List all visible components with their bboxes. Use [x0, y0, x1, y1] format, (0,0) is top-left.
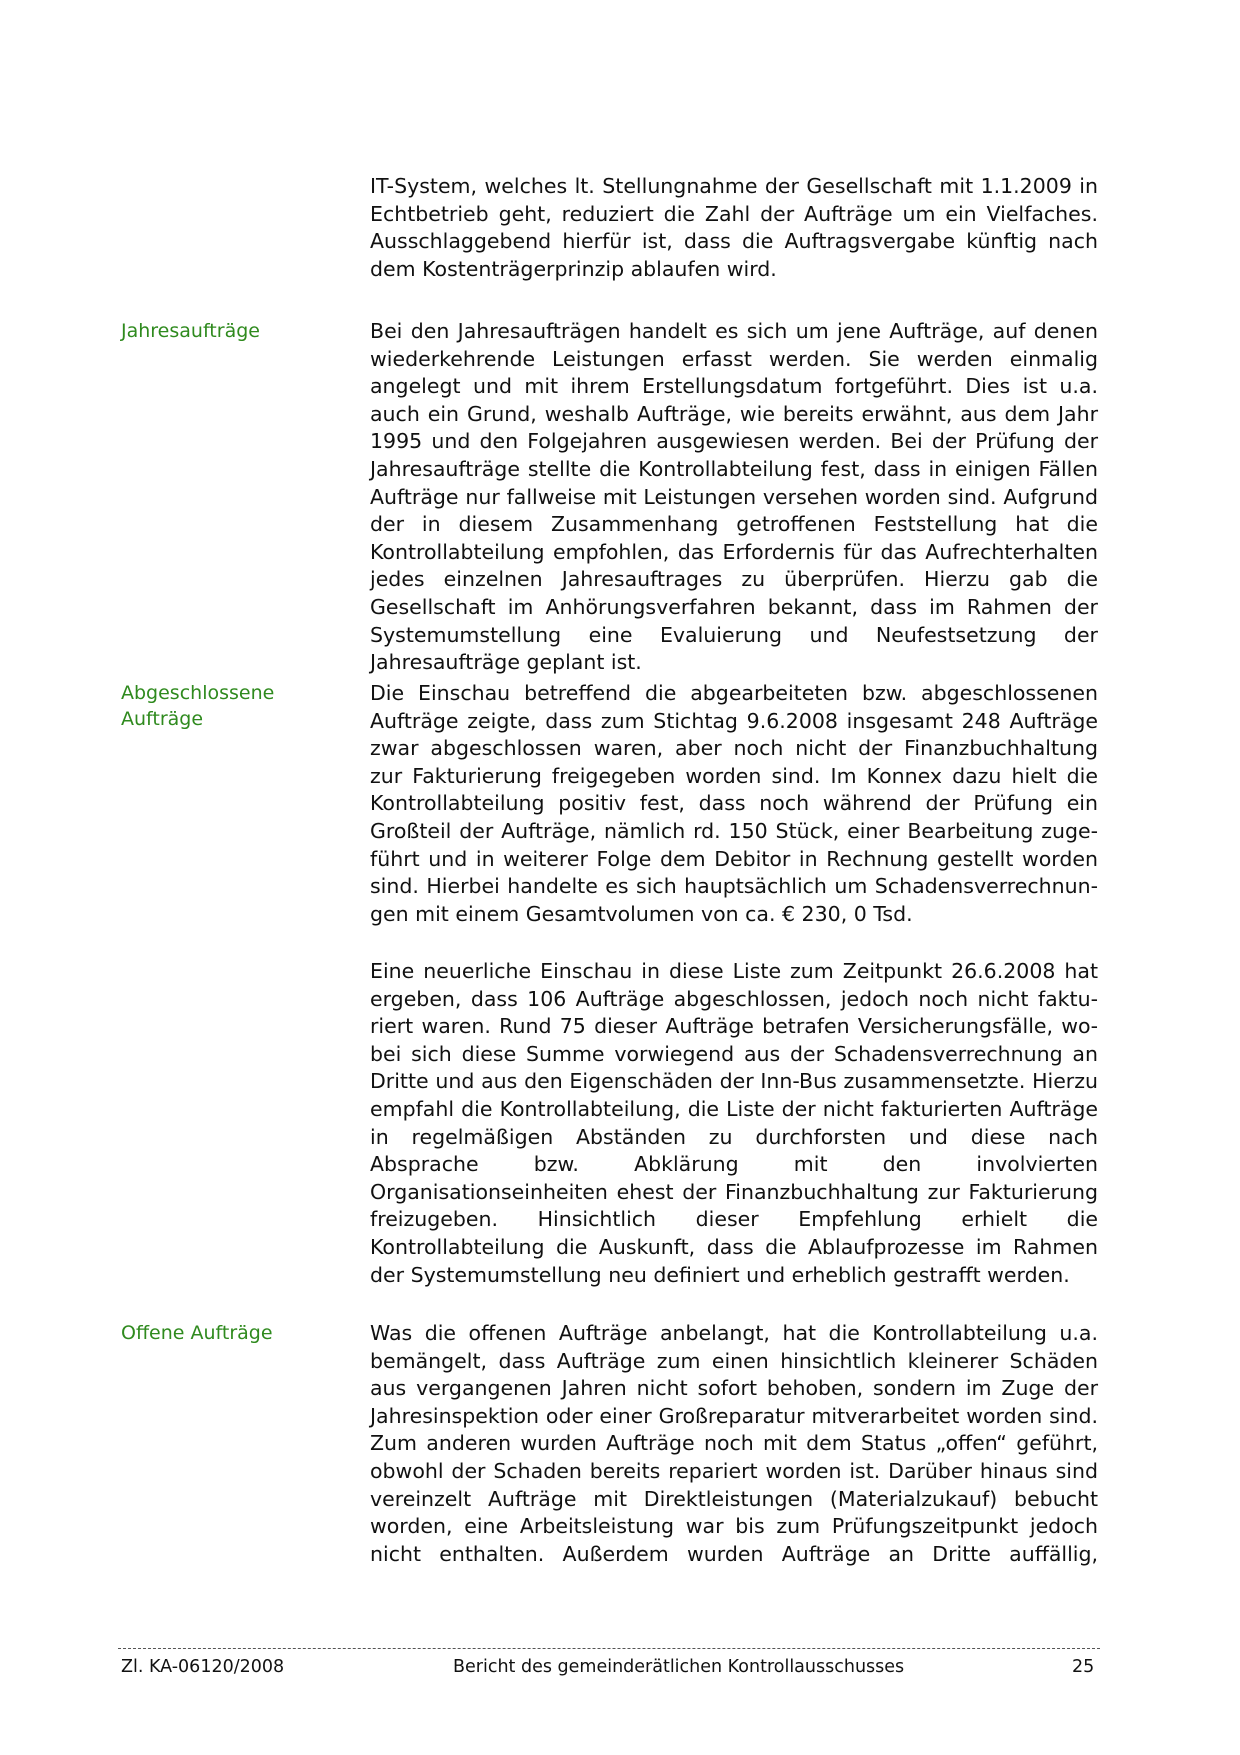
paragraph-text: IT-System, welches lt. Stellungnahme der Gesellschaft mit 1.1.2009 in Echtbetrieb geht, reduziert die Zahl der Aufträge um ein Vielfaches. Ausschlaggebend hierfür ist, dass die Auftragsvergabe künftig nach dem Kostenträgerprinzip ablaufen wird.	[370, 174, 1098, 281]
paragraph-text: Was die offenen Aufträge anbelangt, hat die Kontrollabteilung u.a. bemängelt, dass Aufträge zum einen hinsichtlich kleinerer Schäden aus vergangenen Jahren nicht sofort behoben, sondern im Zuge der Jahresinspektion oder einer Großreparatur mitverarbeitet worden sind. Zum anderen wurden Aufträge noch mit dem Status „offen“ geführt, obwohl der Schaden bereits repariert worden ist. Darüber hinaus sind vereinzelt Aufträge mit Direktleistungen (Materialzukauf) bebucht worden, eine Arbeitsleistung war bis zum Prüfungszeitpunkt jedoch nicht enthalten. Außerdem wurden Aufträge an Dritte auffällig,	[370, 1321, 1098, 1566]
paragraph-offene-auftraege	[370, 1320, 1098, 1568]
paragraph-abgeschlossene-auftraege	[370, 680, 1098, 928]
paragraph-intro	[370, 173, 1098, 283]
footer-page-number: 25	[1072, 1657, 1095, 1677]
footer-reference: Zl. KA-06120/2008	[121, 1657, 285, 1677]
margin-label-jahresauftraege: Jahresaufträge	[121, 320, 260, 342]
margin-label-offene-auftraege: Offene Aufträge	[121, 1322, 273, 1344]
paragraph-jahresauftraege	[370, 318, 1098, 677]
paragraph-text: Eine neuerliche Einschau in diese Liste zum Zeitpunkt 26.6.2008 hat ergeben, dass 106 Aufträge abgeschlossen, jedoch noch nicht fakturiert waren. Rund 75 dieser Aufträge betrafen Versicherungsfälle, wobei sich diese Summe vorwiegend aus der Schadensverrechnung an Dritte und aus den Eigenschäden der Inn-Bus zusammensetzte. Hierzu empfahl die Kontrollabteilung, die Liste der nicht fakturierten Aufträge in regelmäßigen Abständen zu durchforsten und diese nach Absprache bzw. Abklärung mit den involvierten Organisationseinheiten ehest der Finanzbuchhaltung zur Fakturierung freizugeben. Hinsichtlich dieser Empfehlung erhielt die Kontrollabteilung die Auskunft, dass die Ablaufprozesse im Rahmen der Systemumstellung neu definiert und erheblich gestrafft werden.	[370, 959, 1098, 1287]
paragraph-text: Bei den Jahresaufträgen handelt es sich um jene Aufträge, auf denen wiederkehrende Leistungen erfasst werden. Sie werden einmalig angelegt und mit ihrem Erstellungsdatum fortgeführt. Dies ist u.a. auch ein Grund, weshalb Aufträge, wie bereits erwähnt, aus dem Jahr 1995 und den Folgejahren ausgewiesen werden. Bei der Prüfung der Jahresaufträge stellte die Kontrollabteilung fest, dass in einigen Fällen Aufträge nur fallweise mit Leistungen versehen worden sind. Aufgrund der in diesem Zusammenhang getroffenen Feststellung hat die Kontrollabteilung empfohlen, das Erfordernis für das Aufrechterhalten jedes einzelnen Jahresauftrages zu überprüfen. Hierzu gab die Gesellschaft im Anhörungsverfahren bekannt, dass im Rahmen der Systemumstellung eine Evaluierung und Neufestsetzung der Jahresaufträge geplant ist.	[370, 319, 1098, 675]
margin-label-abgeschlossene-auftraege: Abgeschlossene Aufträge	[121, 682, 275, 730]
footer-report-title: Bericht des gemeinderätlichen Kontrollausschusses	[453, 1657, 905, 1677]
paragraph-neuerliche-einschau	[370, 958, 1098, 1289]
footer-divider	[118, 1648, 1100, 1649]
paragraph-text: Die Einschau betreffend die abgearbeiteten bzw. abgeschlossenen Aufträge zeigte, dass zum Stichtag 9.6.2008 insgesamt 248 Aufträge zwar abgeschlossen waren, aber noch nicht der Finanzbuchhaltung zur Fakturierung freigegeben worden sind. Im Konnex dazu hielt die Kontrollabteilung positiv fest, dass noch während der Prüfung ein Großteil der Aufträge, nämlich rd. 150 Stück, einer Bearbeitung zugeführt und in weiterer Folge dem Debitor in Rechnung gestellt worden sind. Hierbei handelte es sich hauptsächlich um Schadensverrechnungen mit einem Gesamtvolumen von ca. € 230, 0 Tsd.	[370, 681, 1098, 926]
